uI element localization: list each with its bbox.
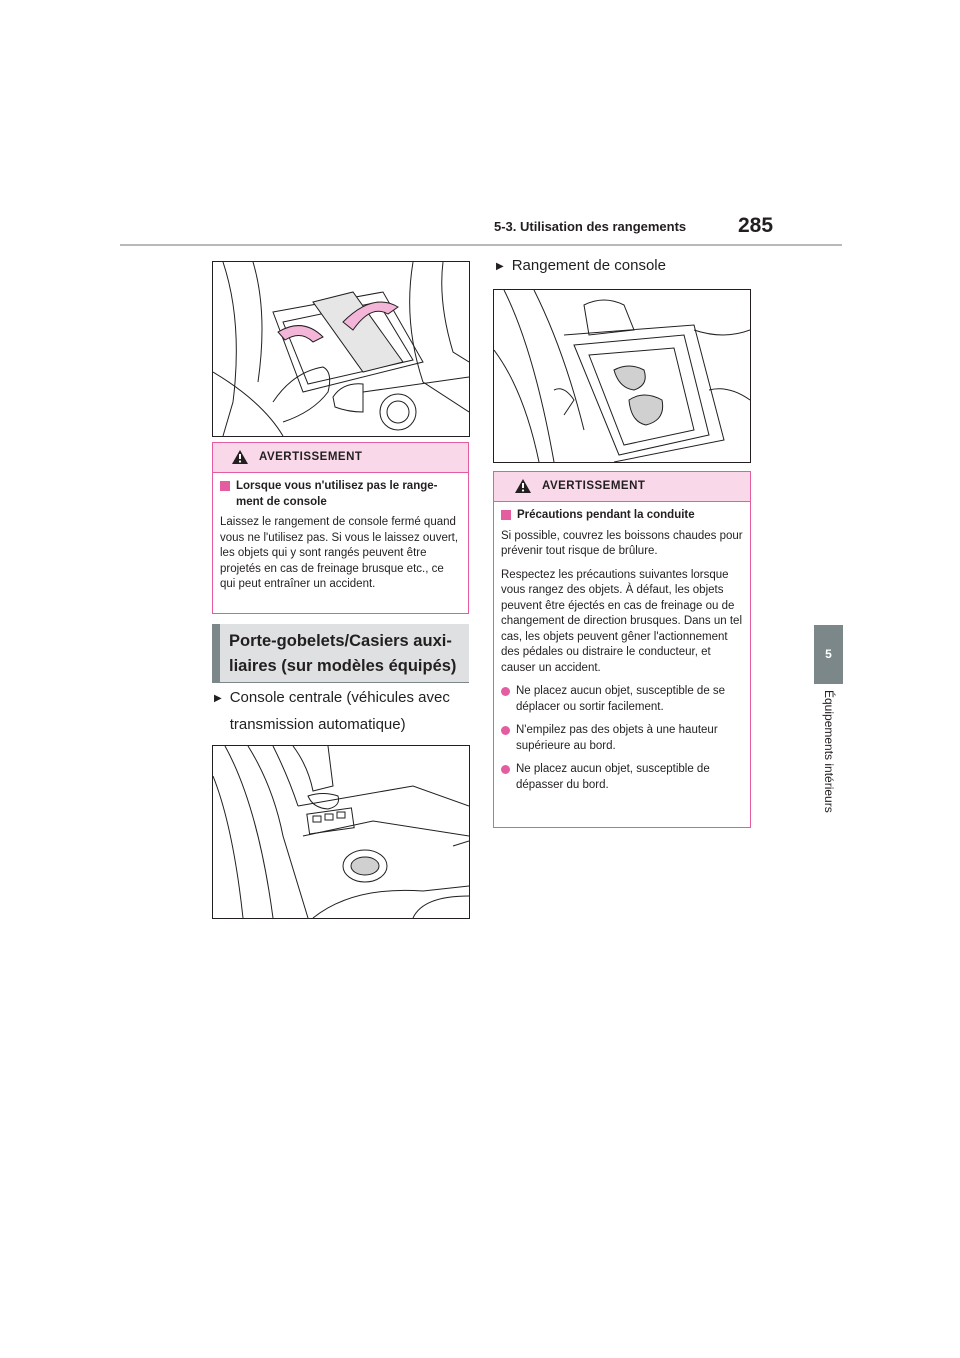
list-item-text: N'empilez pas des objets à une hauteur supérieure au bord.: [516, 724, 718, 752]
page-number: 285: [738, 214, 774, 237]
header-divider: [120, 244, 842, 246]
warning-box-driving-precautions: [493, 471, 751, 828]
warning-paragraph-2: Respectez les précautions suivantes lorsque vous rangez des objets. À défaut, les objets peuvent être éjectés en cas de freinage ou de changement de direction brusques. Dans un tel cas, les objets peuvent gêner l'actionnement des pédales ou distraire le conducteur, et causer un accident.: [501, 568, 743, 674]
warning-paragraph: Laissez le rangement de console fermé quand vous ne l'utilisez pas. Si vous le laissez ouvert, les objets qui y sont rangés peuvent être projetés en cas de freinage brusque etc., ce qui peut entraîner un accident.: [220, 516, 459, 590]
list-item: [501, 762, 744, 793]
section-heading-underline: [212, 682, 469, 683]
list-item-text: Ne placez aucun objet, susceptible de dépasser du bord.: [516, 763, 710, 791]
warning-heading-text: Précautions pendant la conduite: [517, 509, 695, 521]
list-item: [501, 684, 744, 715]
warning-title: AVERTISSEMENT: [542, 480, 646, 492]
square-bullet-icon: [220, 481, 230, 491]
caption-line2: transmission automatique): [229, 716, 406, 733]
caption-console-centrale: [214, 686, 474, 736]
figure-console-storage: [493, 289, 751, 463]
warning-heading: [501, 508, 744, 524]
section-heading: [212, 624, 469, 682]
chapter-tab[interactable]: 5: [814, 625, 843, 684]
section-heading-line1: Porte-gobelets/Casiers auxi-: [229, 632, 452, 650]
section-title: 5-3. Utilisation des rangements: [494, 219, 687, 234]
warning-header: [213, 443, 468, 473]
warning-header: [494, 472, 750, 502]
warning-box-console-closed: [212, 442, 469, 614]
figure-console-lid: [212, 261, 470, 437]
list-item: [501, 723, 744, 754]
round-bullet-icon: [501, 765, 510, 774]
warning-body: [213, 473, 468, 607]
caption-rangement-console: [496, 254, 756, 278]
round-bullet-icon: [501, 687, 510, 696]
warning-heading: [220, 479, 462, 510]
caption-rangement-text: Rangement de console: [511, 257, 666, 274]
caption-line1: Console centrale (véhicules avec: [229, 689, 450, 706]
arrow-right-icon: ▶: [496, 261, 504, 272]
warning-triangle-icon: [514, 478, 532, 494]
chapter-label: [814, 690, 843, 840]
figure-centre-console: [212, 745, 470, 919]
warning-body: [494, 502, 750, 807]
warning-heading-text: Lorsque vous n'utilisez pas le range-ment de console: [236, 480, 438, 508]
round-bullet-icon: [501, 726, 510, 735]
square-bullet-icon: [501, 510, 511, 520]
warning-title: AVERTISSEMENT: [259, 451, 363, 463]
arrow-right-icon: ▶: [214, 693, 222, 704]
section-heading-line2: liaires (sur modèles équipés): [229, 657, 457, 675]
warning-triangle-icon: [231, 449, 249, 465]
chapter-label-text: Équipements intérieurs: [821, 690, 836, 813]
warning-paragraph-1: Si possible, couvrez les boissons chaudes pour prévenir tout risque de brûlure.: [501, 529, 743, 557]
list-item-text: Ne placez aucun objet, susceptible de se déplacer ou sortir facilement.: [516, 685, 726, 713]
